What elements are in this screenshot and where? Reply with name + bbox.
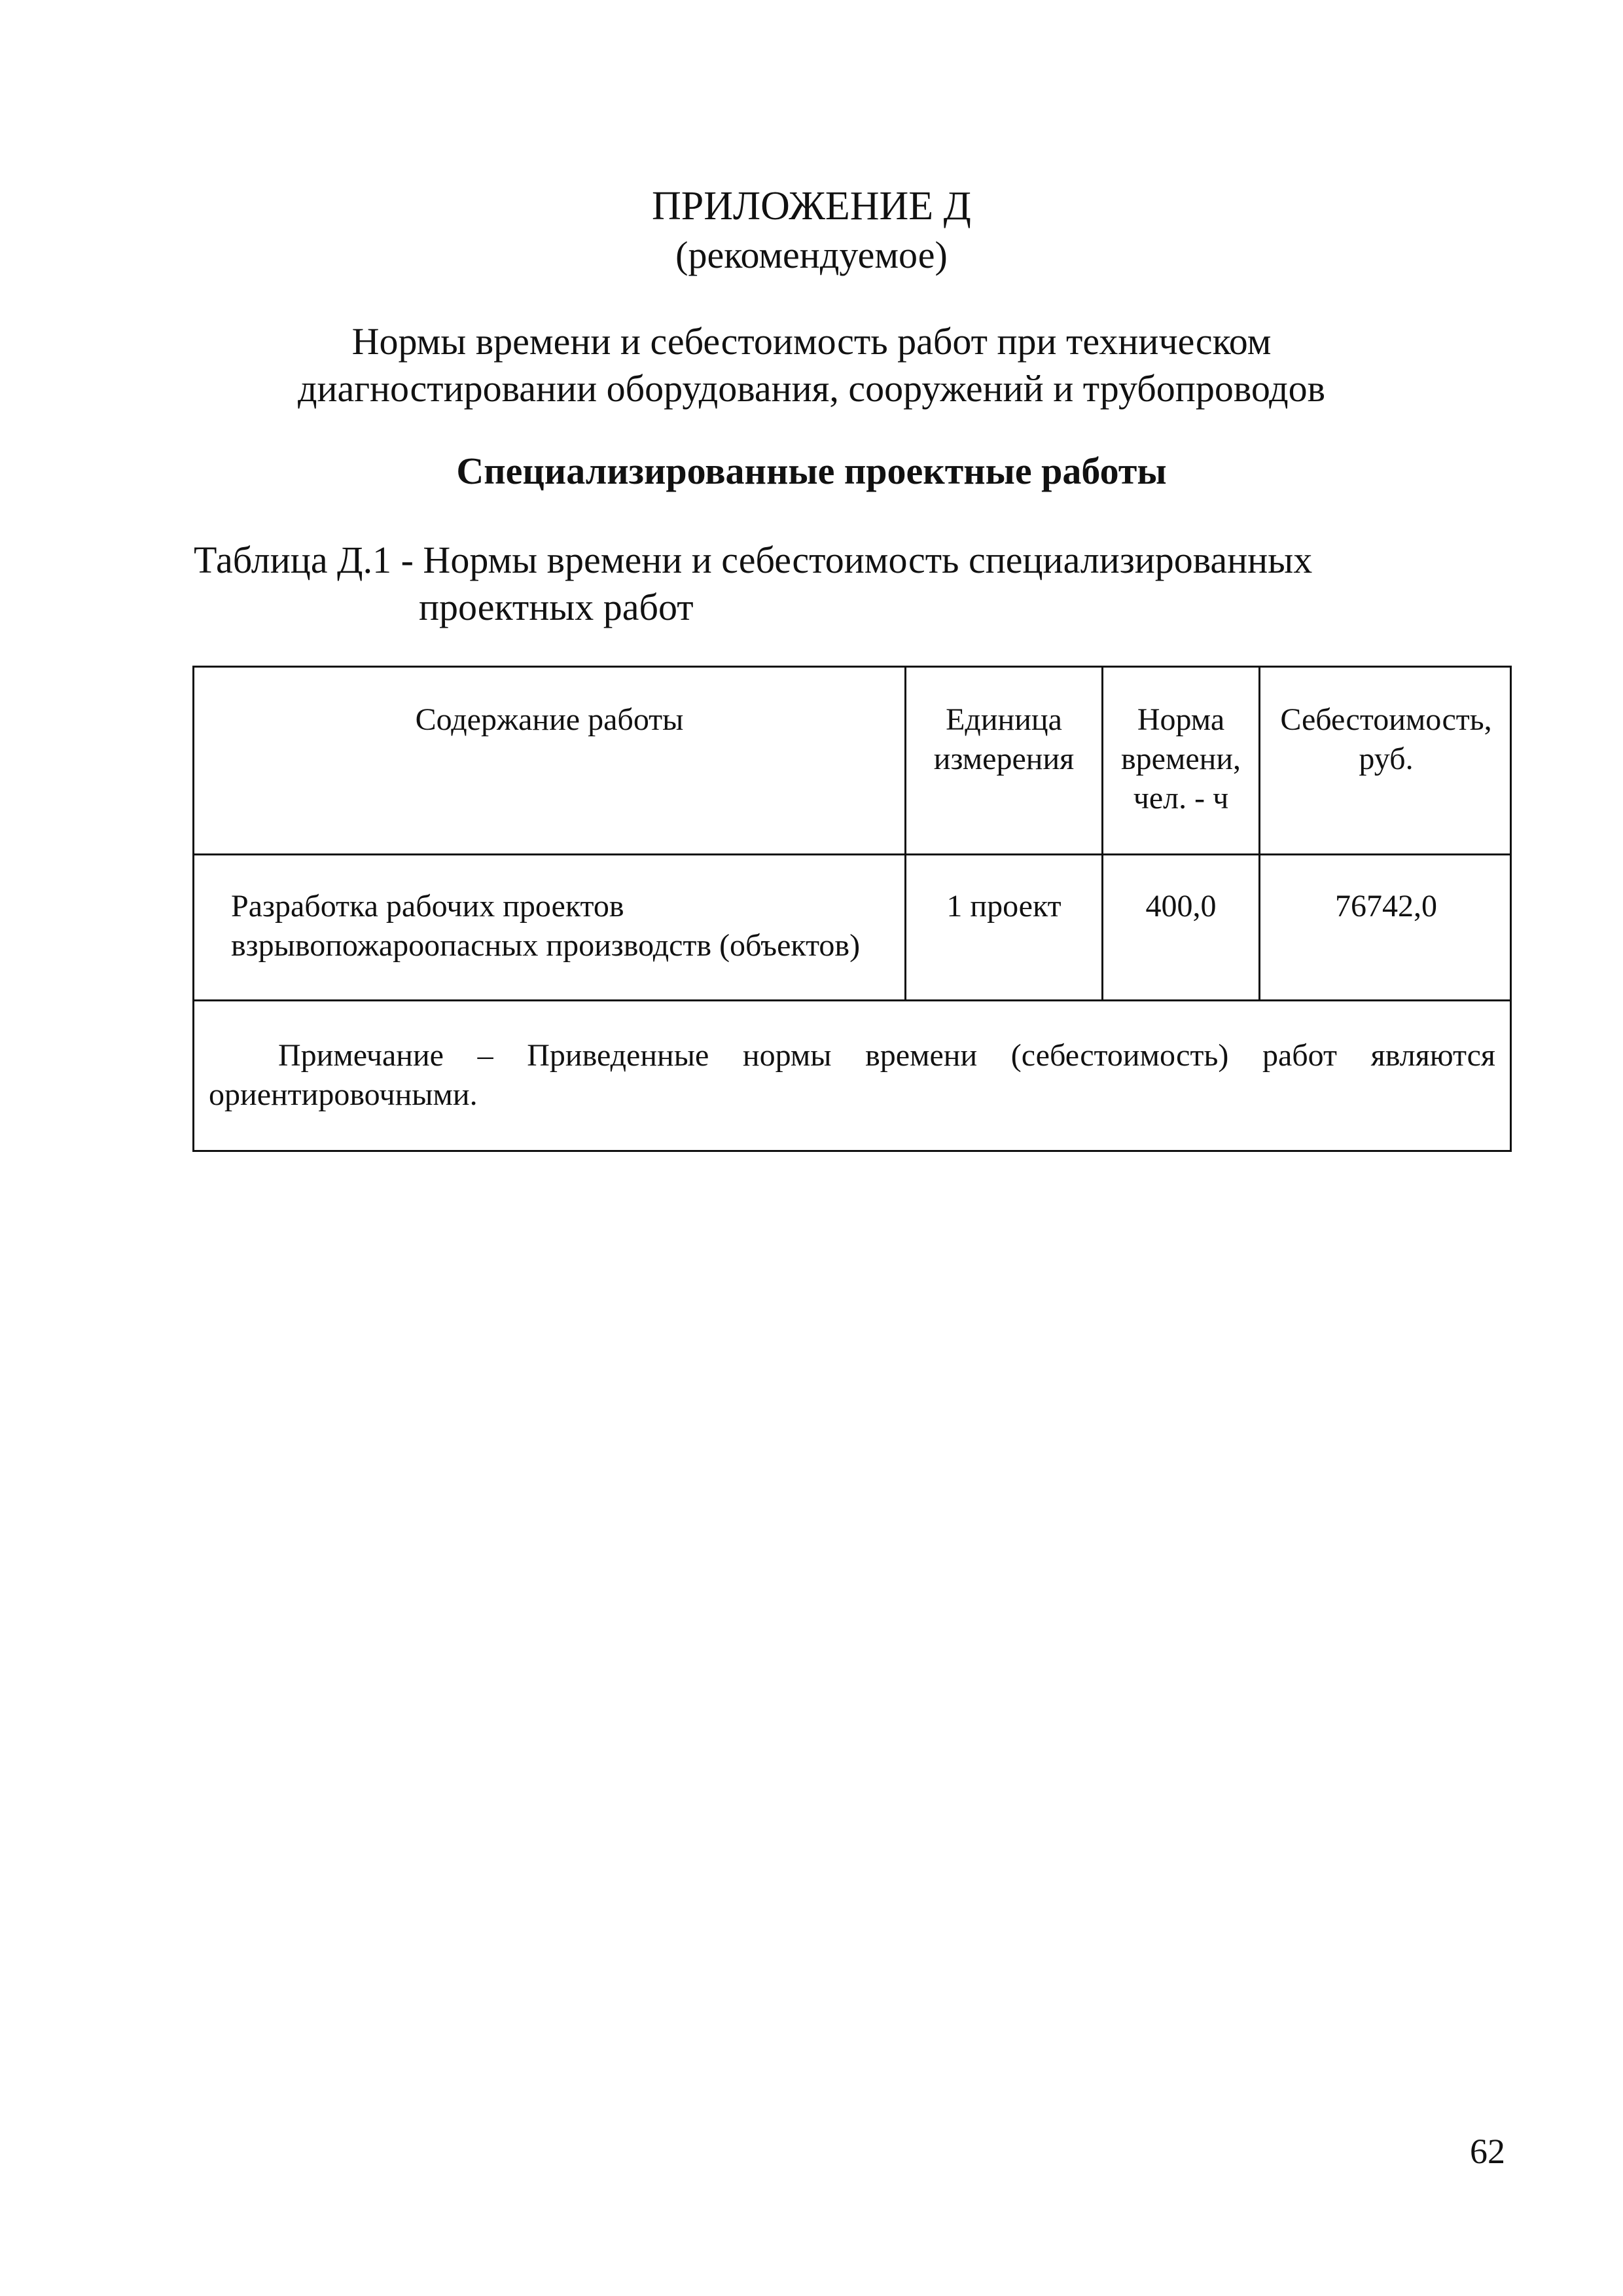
header-cost — [1260, 700, 1512, 779]
header-norm — [1103, 700, 1258, 818]
note-word: работ — [1262, 1038, 1338, 1073]
norms-table — [192, 666, 1512, 1152]
document-heading-line-1: Нормы времени и себестоимость работ при техническом — [351, 320, 1272, 363]
header-cost-line-1: Себестоимость, — [1280, 702, 1492, 737]
note-word: – — [477, 1038, 493, 1073]
header-unit-line-2: измерения — [933, 742, 1075, 776]
note-word: являются — [1370, 1038, 1495, 1073]
header-cost-line-2: руб. — [1359, 742, 1414, 776]
header-norm-line-2: времени, — [1120, 742, 1241, 776]
note-word: Примечание — [278, 1038, 444, 1073]
row-content-line-1: Разработка рабочих проектов — [231, 889, 624, 924]
page-number: 62 — [1470, 2132, 1505, 2171]
table-note-line-1 — [278, 1036, 1495, 1075]
table-row-norm: 400,0 — [1145, 889, 1217, 924]
table-row-cost: 76742,0 — [1335, 889, 1437, 924]
table-caption-line-2: проектных работ — [419, 586, 694, 628]
table-row-unit: 1 проект — [946, 889, 1061, 924]
document-heading-line-2: диагностировании оборудования, сооружений и трубопроводов — [297, 367, 1326, 410]
appendix-subtitle: (рекомендуемое) — [675, 234, 948, 276]
note-word: нормы — [742, 1038, 832, 1073]
header-unit-line-1: Единица — [946, 702, 1062, 737]
table-caption-line-1: Таблица Д.1 - Нормы времени и себестоимость специализированных — [194, 539, 1313, 581]
row-content-line-2: взрывопожароопасных производств (объектов) — [231, 928, 861, 963]
appendix-title: ПРИЛОЖЕНИЕ Д — [652, 184, 971, 228]
section-title: Специализированные проектные работы — [456, 450, 1167, 492]
header-content: Содержание работы — [415, 702, 684, 737]
row-divider — [194, 853, 1510, 855]
note-word: времени — [865, 1038, 978, 1073]
note-word: Приведенные — [527, 1038, 709, 1073]
note-word: (себестоимость) — [1010, 1038, 1229, 1073]
header-norm-line-1: Норма — [1137, 702, 1225, 737]
row-divider — [194, 999, 1510, 1001]
header-norm-line-3: чел. - ч — [1133, 781, 1229, 816]
table-note-line-2: ориентировочными. — [209, 1077, 478, 1112]
table-row-content — [231, 887, 899, 965]
header-unit — [906, 700, 1101, 779]
